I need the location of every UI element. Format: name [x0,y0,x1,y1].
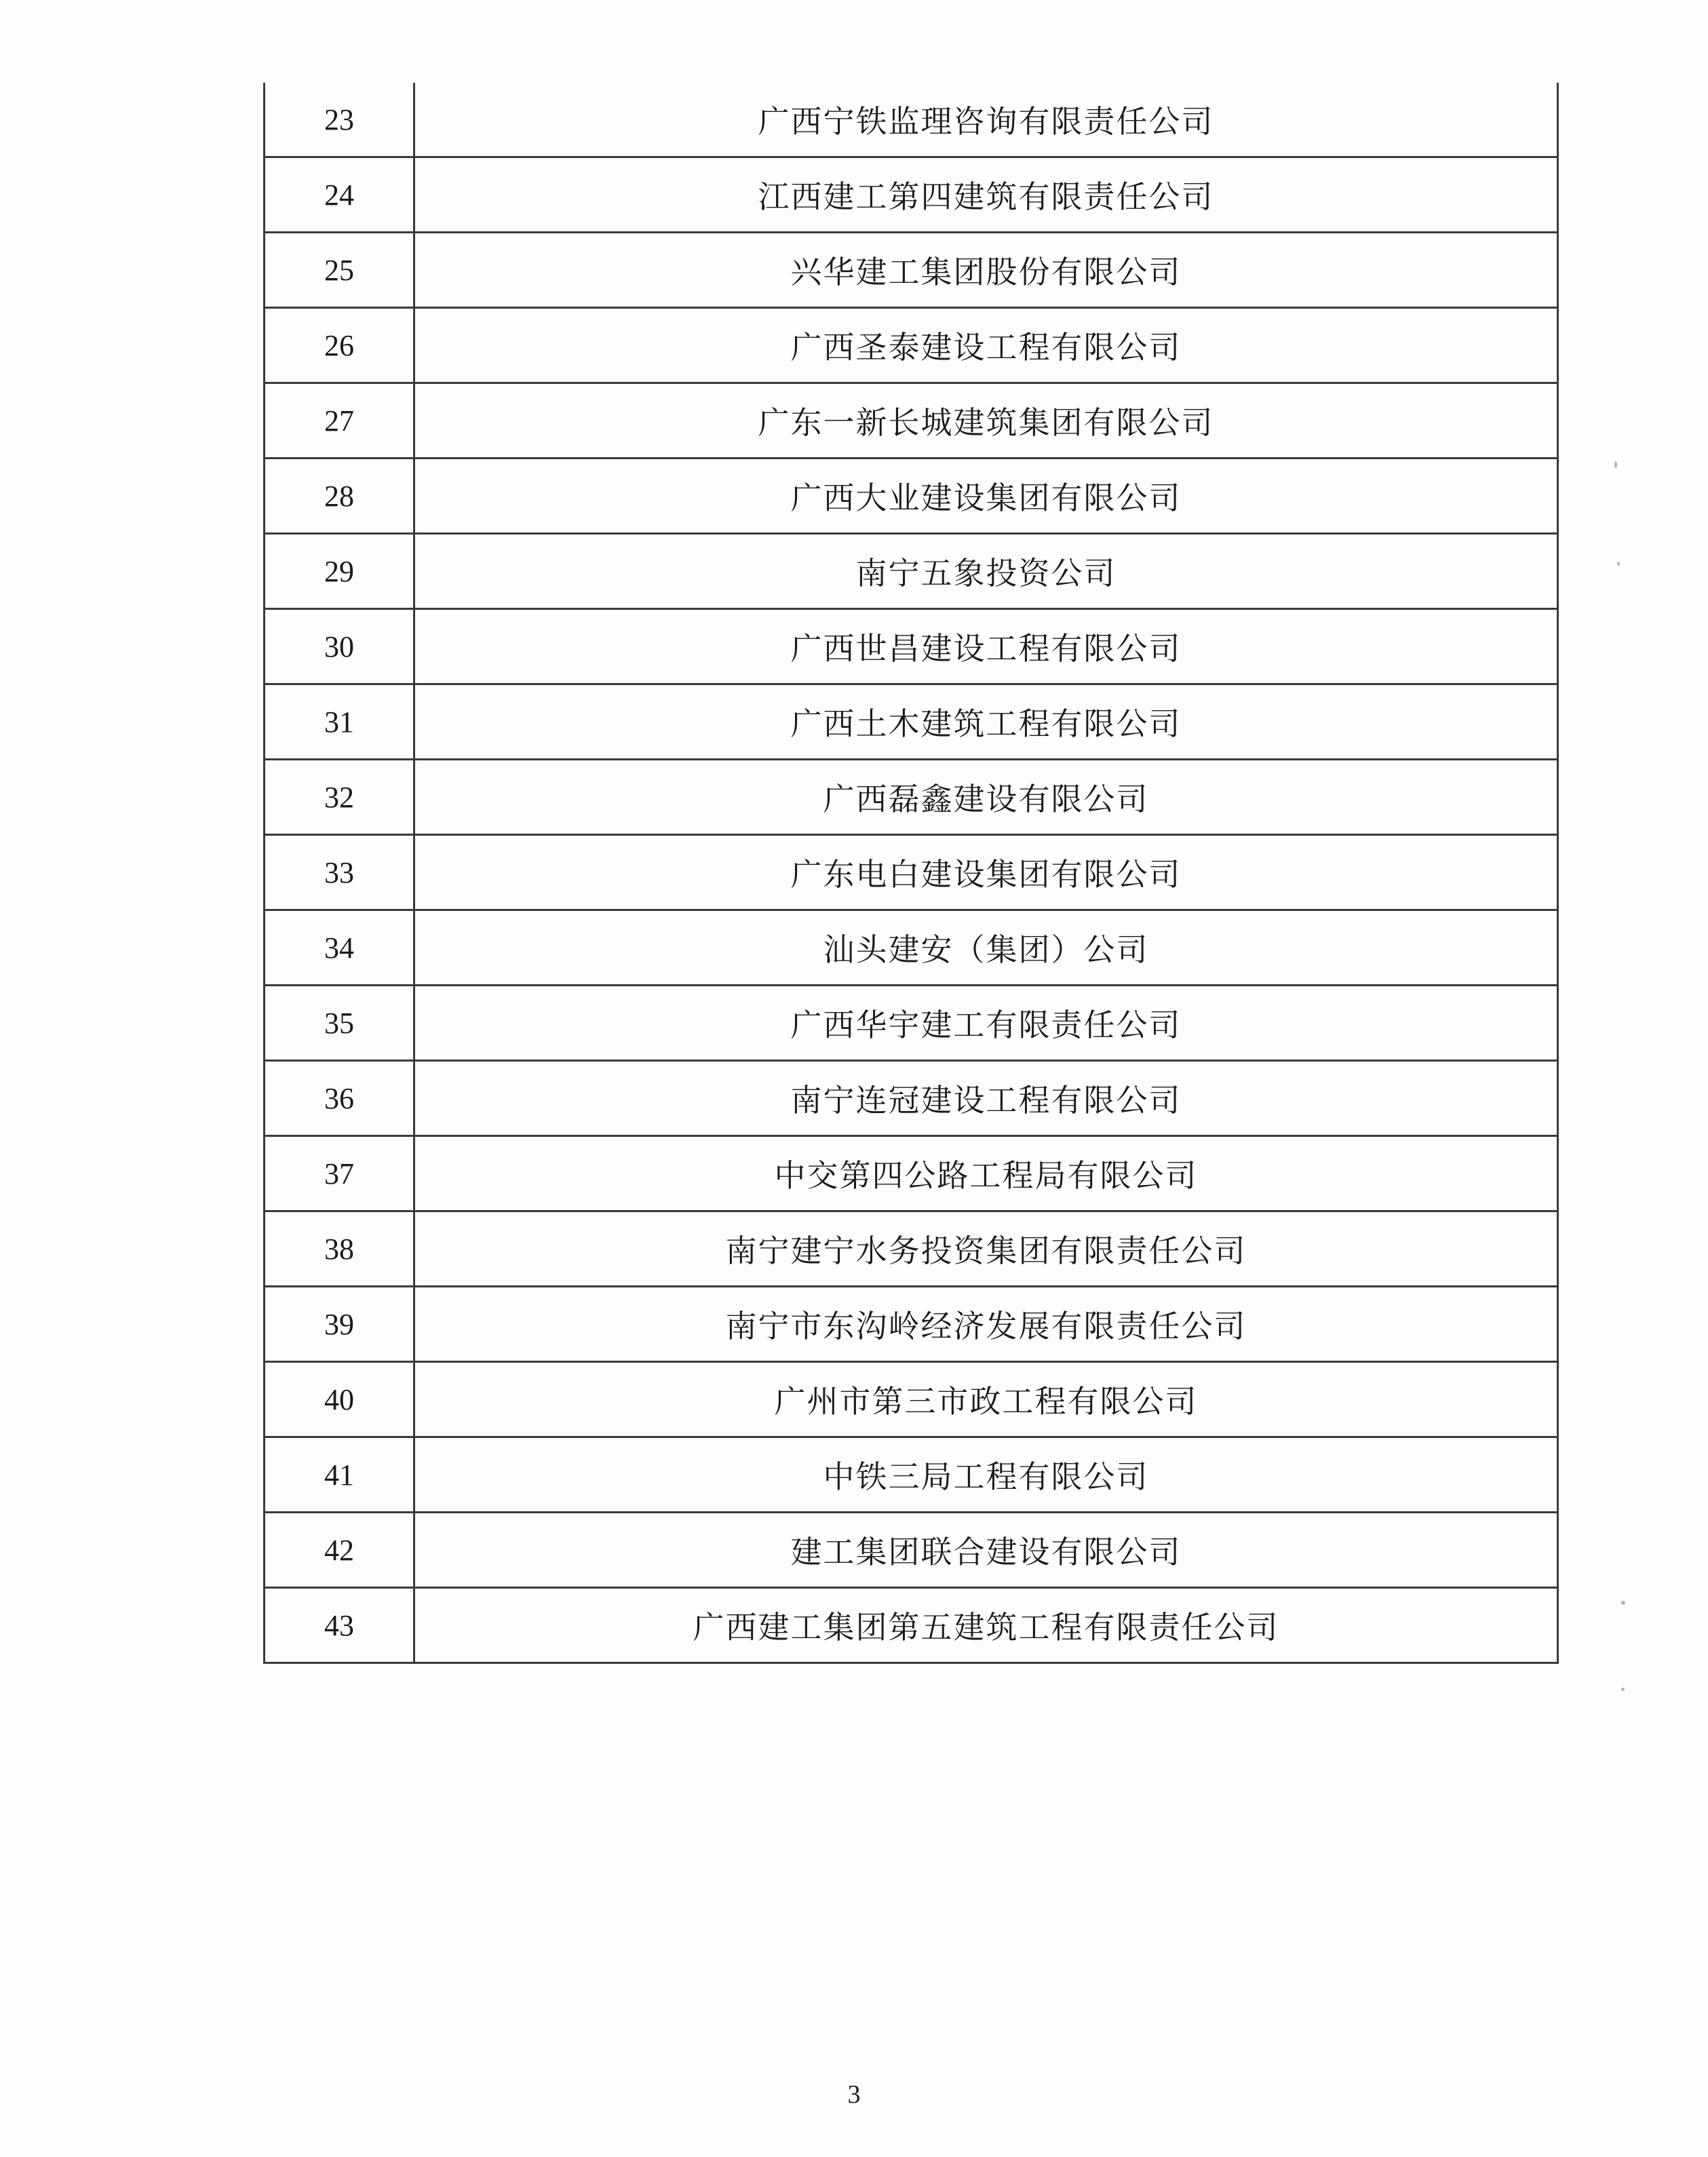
row-number: 23 [265,83,414,157]
row-number: 27 [265,383,414,459]
table-row [265,157,1558,233]
page-number: 3 [847,2080,861,2109]
table-row [265,986,1558,1061]
row-number: 30 [265,609,414,684]
company-name: 中铁三局工程有限公司 [414,1437,1558,1513]
table-row [265,1513,1558,1588]
row-number: 38 [265,1211,414,1287]
row-number: 37 [265,1136,414,1211]
row-number: 34 [265,910,414,986]
company-name: 南宁连冠建设工程有限公司 [414,1061,1558,1136]
company-name: 广西宁铁监理咨询有限责任公司 [414,83,1558,157]
company-name: 广西圣泰建设工程有限公司 [414,308,1558,383]
company-name: 广西土木建筑工程有限公司 [414,684,1558,760]
company-name: 南宁五象投资公司 [414,534,1558,609]
row-number: 29 [265,534,414,609]
company-name: 广西世昌建设工程有限公司 [414,609,1558,684]
scan-speck [1617,562,1620,566]
company-name: 广西建工集团第五建筑工程有限责任公司 [414,1588,1558,1663]
company-list-table [263,83,1559,1664]
company-name: 广东一新长城建筑集团有限公司 [414,383,1558,459]
table-row [265,308,1558,383]
row-number: 26 [265,308,414,383]
table-row [265,1588,1558,1663]
row-number: 31 [265,684,414,760]
table-body [265,83,1558,1663]
company-name: 南宁市东沟岭经济发展有限责任公司 [414,1287,1558,1362]
table-row [265,1437,1558,1513]
row-number: 24 [265,157,414,233]
company-name: 广东电白建设集团有限公司 [414,835,1558,910]
table-row [265,233,1558,308]
company-name: 广西大业建设集团有限公司 [414,459,1558,534]
row-number: 35 [265,986,414,1061]
company-name: 广西华宇建工有限责任公司 [414,986,1558,1061]
table-row [265,684,1558,760]
table-row [265,383,1558,459]
scan-speck [1621,1601,1625,1605]
table-row [265,1136,1558,1211]
table-row [265,609,1558,684]
row-number: 42 [265,1513,414,1588]
company-name: 建工集团联合建设有限公司 [414,1513,1558,1588]
company-name: 汕头建安（集团）公司 [414,910,1558,986]
scan-speck [1614,461,1617,468]
row-number: 36 [265,1061,414,1136]
company-name: 中交第四公路工程局有限公司 [414,1136,1558,1211]
row-number: 41 [265,1437,414,1513]
row-number: 25 [265,233,414,308]
table-row [265,534,1558,609]
company-name: 南宁建宁水务投资集团有限责任公司 [414,1211,1558,1287]
table-row [265,835,1558,910]
table-row [265,83,1558,157]
row-number: 39 [265,1287,414,1362]
scan-speck [1621,1688,1625,1691]
company-name: 兴华建工集团股份有限公司 [414,233,1558,308]
table-row [265,1061,1558,1136]
table-row [265,1211,1558,1287]
company-name: 江西建工第四建筑有限责任公司 [414,157,1558,233]
row-number: 28 [265,459,414,534]
table-row [265,1362,1558,1437]
table-row [265,1287,1558,1362]
table-row [265,459,1558,534]
table-row [265,760,1558,835]
table-row [265,910,1558,986]
row-number: 32 [265,760,414,835]
company-name: 广西磊鑫建设有限公司 [414,760,1558,835]
row-number: 43 [265,1588,414,1663]
row-number: 33 [265,835,414,910]
company-name: 广州市第三市政工程有限公司 [414,1362,1558,1437]
row-number: 40 [265,1362,414,1437]
